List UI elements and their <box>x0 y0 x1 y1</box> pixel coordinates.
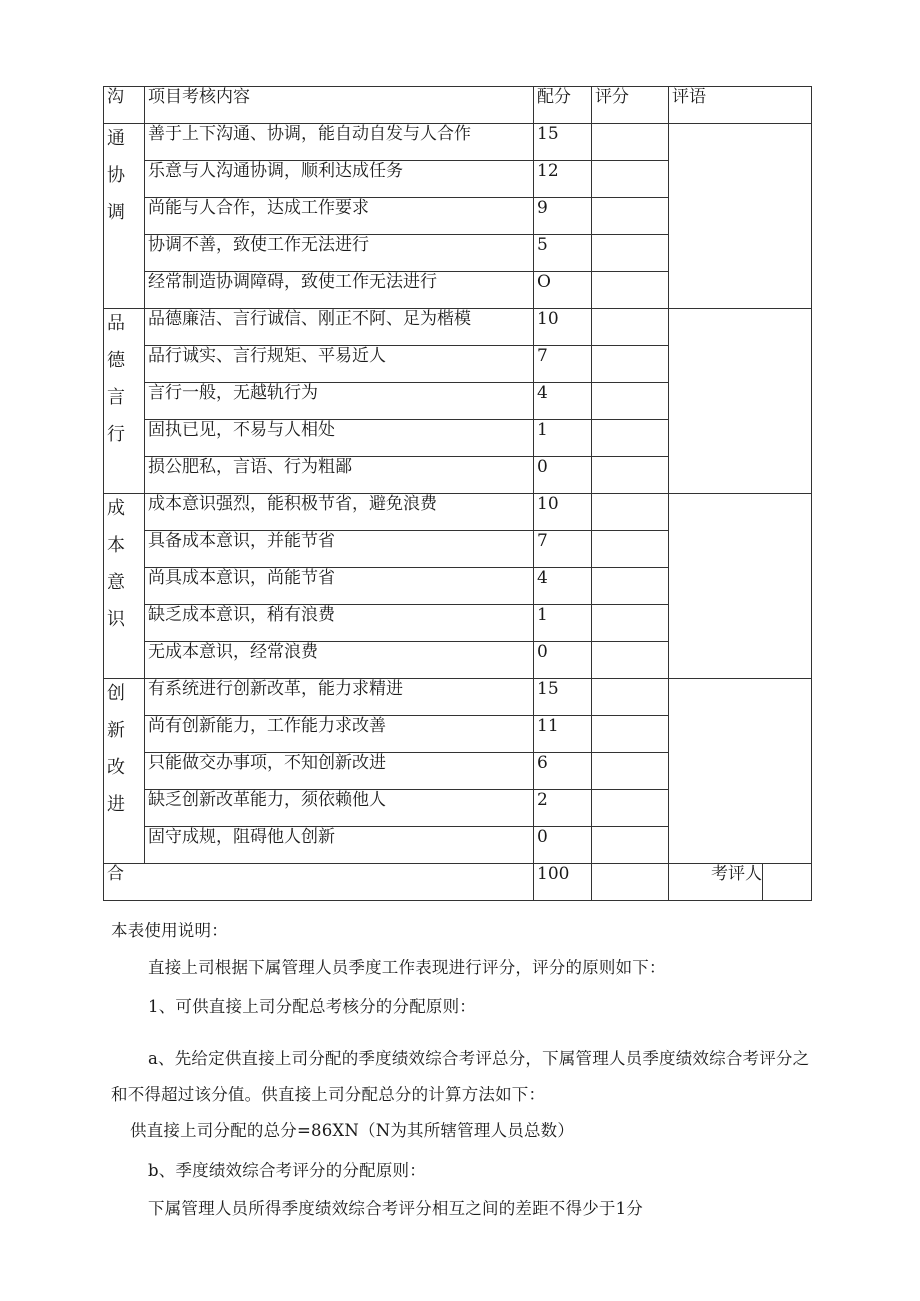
rating-cell[interactable] <box>592 790 669 827</box>
rating-cell[interactable] <box>592 346 669 383</box>
category-char: 本 <box>107 535 125 556</box>
header-comment: 评语 <box>669 87 812 124</box>
item-text: 尚具成本意识，尚能节省 <box>145 568 534 605</box>
item-text: 损公肥私，言语、行为粗鄙 <box>145 457 534 494</box>
item-text: 只能做交办事项，不知创新改进 <box>145 753 534 790</box>
item-score: 6 <box>534 753 592 790</box>
rating-cell[interactable] <box>592 679 669 716</box>
item-score: 0 <box>534 642 592 679</box>
item-text: 言行一般，无越轨行为 <box>145 383 534 420</box>
category-char: 成 <box>107 498 125 519</box>
item-text: 尚有创新能力，工作能力求改善 <box>145 716 534 753</box>
notes-formula: 供直接上司分配的总分=86XN（N为其所辖管理人员总数） <box>130 1121 575 1140</box>
item-score: 0 <box>534 827 592 864</box>
category-char: 品 <box>107 313 125 334</box>
category-char: 调 <box>107 202 125 223</box>
category-char: 识 <box>107 609 125 630</box>
item-score: 2 <box>534 790 592 827</box>
category-char: 创 <box>107 683 125 704</box>
item-text: 协调不善，致使工作无法进行 <box>145 235 534 272</box>
item-score: 7 <box>534 531 592 568</box>
rating-cell[interactable] <box>592 124 669 161</box>
category-char: 德 <box>107 350 125 371</box>
item-score: 5 <box>534 235 592 272</box>
category-char: 新 <box>107 720 125 741</box>
comment-cell[interactable] <box>669 124 812 309</box>
rating-cell[interactable] <box>592 605 669 642</box>
table-row <box>104 679 812 716</box>
item-score: 1 <box>534 420 592 457</box>
notes-point-1: 1、可供直接上司分配总考核分的分配原则： <box>148 997 476 1016</box>
rating-cell[interactable] <box>592 531 669 568</box>
item-text: 尚能与人合作，达成工作要求 <box>145 198 534 235</box>
rating-cell[interactable] <box>592 309 669 346</box>
item-text: 乐意与人沟通协调，顺利达成任务 <box>145 161 534 198</box>
total-rating-cell[interactable] <box>592 864 669 901</box>
header-score: 配分 <box>534 87 592 124</box>
item-score: 1 <box>534 605 592 642</box>
rating-cell[interactable] <box>592 716 669 753</box>
table-row <box>104 494 812 531</box>
rating-cell[interactable] <box>592 420 669 457</box>
category-cell <box>104 494 145 679</box>
table-row <box>104 309 812 346</box>
comment-cell[interactable] <box>669 309 812 494</box>
rating-cell[interactable] <box>592 457 669 494</box>
item-text: 固守成规，阻碍他人创新 <box>145 827 534 864</box>
rating-cell[interactable] <box>592 198 669 235</box>
reviewer-label: 考评人 <box>669 864 763 901</box>
item-score: 12 <box>534 161 592 198</box>
item-score: 10 <box>534 309 592 346</box>
item-score: O <box>534 272 592 309</box>
item-text: 经常制造协调障碍，致使工作无法进行 <box>145 272 534 309</box>
total-label: 合 <box>104 864 534 901</box>
evaluation-table <box>103 86 812 901</box>
item-text: 缺乏创新改革能力，须依赖他人 <box>145 790 534 827</box>
item-text: 有系统进行创新改革，能力求精进 <box>145 679 534 716</box>
header-category: 沟 <box>104 87 145 124</box>
item-score: 15 <box>534 679 592 716</box>
item-text: 善于上下沟通、协调，能自动自发与人合作 <box>145 124 534 161</box>
item-text: 品行诚实、言行规矩、平易近人 <box>145 346 534 383</box>
category-char: 进 <box>107 794 125 815</box>
reviewer-input[interactable] <box>763 864 812 901</box>
category-char: 改 <box>107 757 125 778</box>
item-text: 品德廉洁、言行诚信、刚正不阿、足为楷模 <box>145 309 534 346</box>
category-char: 言 <box>107 387 125 408</box>
comment-cell[interactable] <box>669 679 812 864</box>
header-content: 项目考核内容 <box>145 87 534 124</box>
item-score: 4 <box>534 383 592 420</box>
item-score: 11 <box>534 716 592 753</box>
item-score: 7 <box>534 346 592 383</box>
rating-cell[interactable] <box>592 494 669 531</box>
category-char: 行 <box>107 424 125 445</box>
rating-cell[interactable] <box>592 272 669 309</box>
notes-point-a-line2: 和不得超过该分值。供直接上司分配总分的计算方法如下： <box>111 1085 546 1104</box>
total-score: 100 <box>534 864 592 901</box>
category-cell <box>104 679 145 864</box>
item-text: 成本意识强烈，能积极节省，避免浪费 <box>145 494 534 531</box>
rating-cell[interactable] <box>592 827 669 864</box>
item-text: 缺乏成本意识，稍有浪费 <box>145 605 534 642</box>
category-cell <box>104 309 145 494</box>
item-score: 9 <box>534 198 592 235</box>
rating-cell[interactable] <box>592 235 669 272</box>
rating-cell[interactable] <box>592 383 669 420</box>
notes-point-b: b、季度绩效综合考评分的分配原则： <box>148 1161 426 1180</box>
item-score: 0 <box>534 457 592 494</box>
category-char: 协 <box>107 165 125 186</box>
rating-cell[interactable] <box>592 568 669 605</box>
header-rating: 评分 <box>592 87 669 124</box>
rating-cell[interactable] <box>592 642 669 679</box>
category-char: 通 <box>107 128 125 149</box>
total-row <box>104 864 812 901</box>
notes-point-b-text: 下属管理人员所得季度绩效综合考评分相互之间的差距不得少于1分 <box>148 1199 643 1218</box>
category-cell <box>104 124 145 309</box>
header-row <box>104 87 812 124</box>
table-row <box>104 124 812 161</box>
item-score: 4 <box>534 568 592 605</box>
rating-cell[interactable] <box>592 753 669 790</box>
rating-cell[interactable] <box>592 161 669 198</box>
notes-point-a-line1: a、先给定供直接上司分配的季度绩效综合考评总分，下属管理人员季度绩效综合考评分之 <box>148 1049 810 1068</box>
category-char: 意 <box>107 572 125 593</box>
item-text: 具备成本意识，并能节省 <box>145 531 534 568</box>
comment-cell[interactable] <box>669 494 812 679</box>
item-text: 无成本意识，经常浪费 <box>145 642 534 679</box>
item-text: 固执已见，不易与人相处 <box>145 420 534 457</box>
notes-title: 本表使用说明： <box>111 921 228 940</box>
item-score: 15 <box>534 124 592 161</box>
item-score: 10 <box>534 494 592 531</box>
notes-intro: 直接上司根据下属管理人员季度工作表现进行评分，评分的原则如下： <box>148 958 666 977</box>
